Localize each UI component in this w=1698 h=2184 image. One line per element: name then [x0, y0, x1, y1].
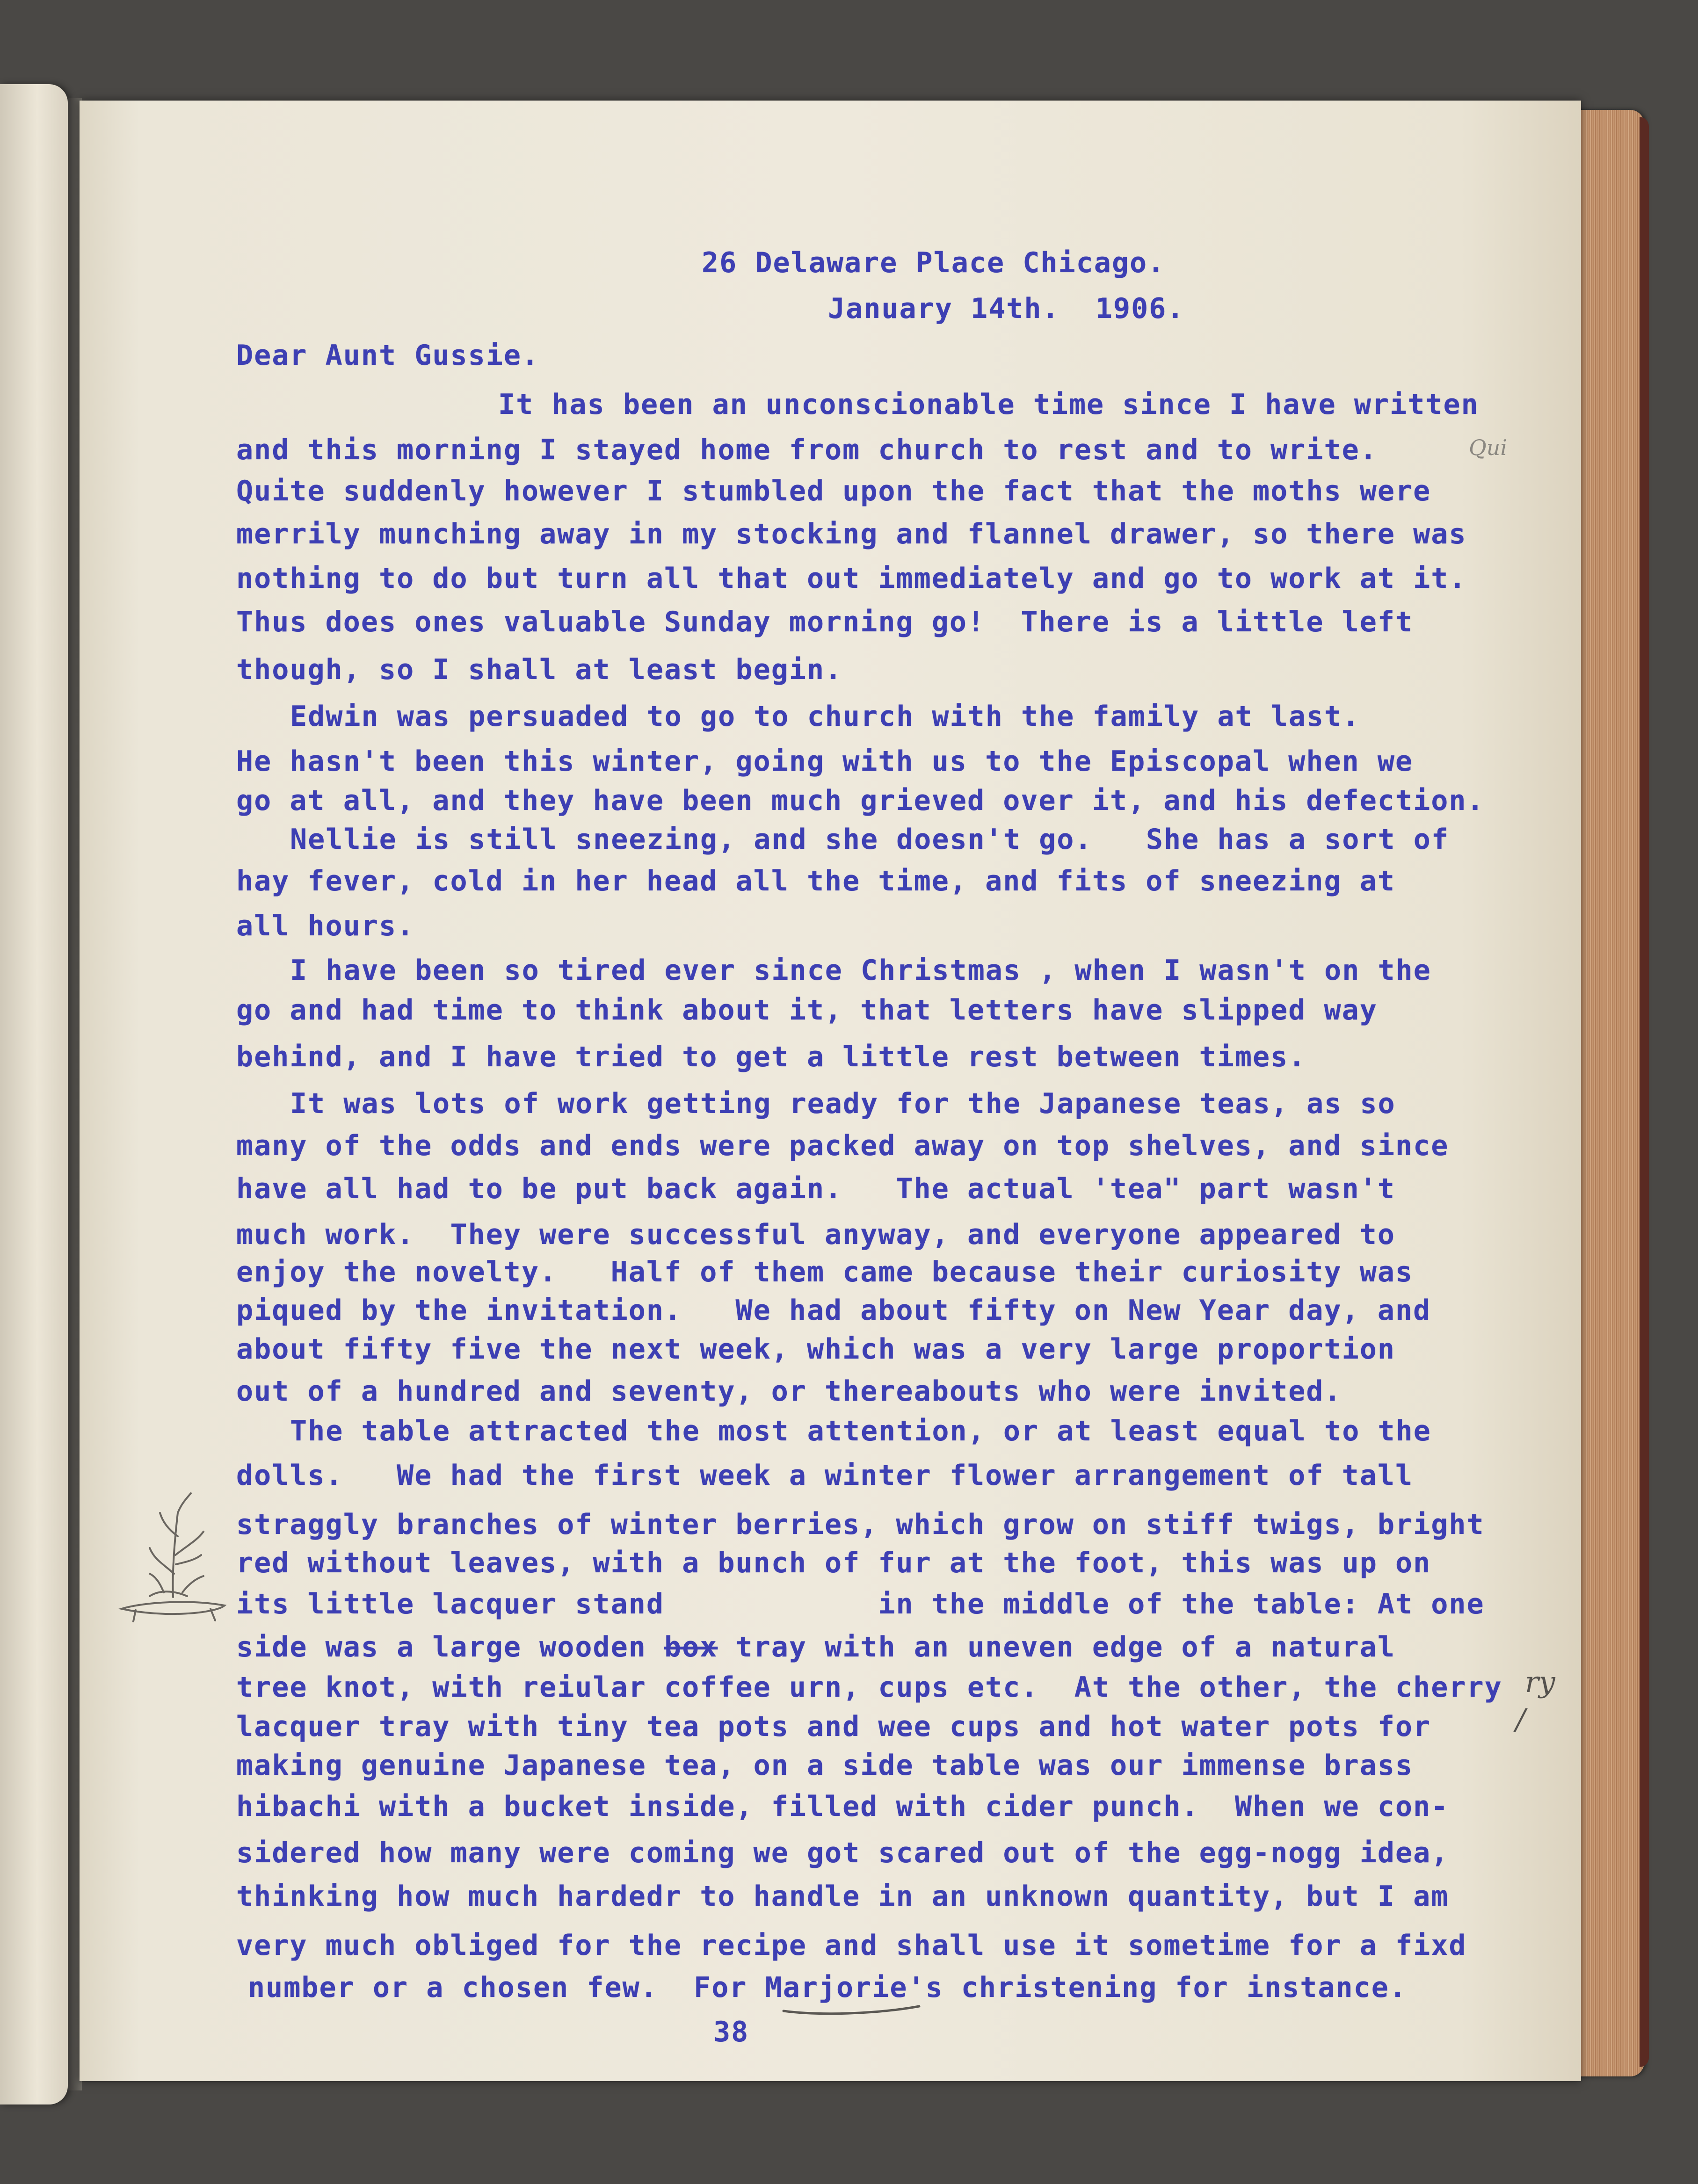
letter-line: [236, 1633, 1395, 1661]
letter-line: lacquer tray with tiny tea pots and wee cups and hot water pots for: [236, 1710, 1431, 1743]
letter-line: I have been so tired ever since Christmas , when I wasn't on the: [290, 954, 1431, 987]
margin-annotation: ry: [1525, 1665, 1555, 1699]
letter-line: piqued by the invitation. We had about fifty on New Year day, and: [236, 1294, 1431, 1327]
letter-line-end: tray with an uneven edge of a natural: [718, 1631, 1396, 1663]
letter-line: making genuine Japanese tea, on a side table was our immense brass: [236, 1749, 1414, 1782]
letter-line: He hasn't been this winter, going with us to the Episcopal when we: [236, 745, 1414, 778]
letter-line: It was lots of work getting ready for the Japanese teas, as so: [290, 1087, 1396, 1120]
letter-line: Edwin was persuaded to go to church with the family at last.: [290, 700, 1360, 733]
letter-line: out of a hundred and seventy, or thereabouts who were invited.: [236, 1375, 1342, 1408]
letter-line: many of the odds and ends were packed away on top shelves, and since: [236, 1129, 1449, 1162]
letter-line: number or a chosen few. For Marjorie's christening for instance.: [248, 1971, 1407, 2004]
letter-line: much work. They were successful anyway, and everyone appeared to: [236, 1218, 1395, 1251]
letter-line: its little lacquer stand in the middle of the table: At one: [236, 1588, 1485, 1620]
letter-line: very much obliged for the recipe and shall use it sometime for a fixd: [236, 1929, 1467, 1962]
letter-line: have all had to be put back again. The actual 'tea" part wasn't: [236, 1172, 1395, 1205]
letter-line: enjoy the novelty. Half of them came because their curiosity was: [236, 1256, 1414, 1288]
pencil-underline: [781, 1999, 922, 2018]
letter-line: behind, and I have tried to get a little rest between times.: [236, 1041, 1306, 1073]
address-line: 26 Delaware Place Chicago.: [702, 246, 1166, 279]
letter-line: hibachi with a bucket inside, filled with cider punch. When we con-: [236, 1790, 1449, 1823]
letter-line: merrily munching away in my stocking and flannel drawer, so there was: [236, 518, 1467, 550]
letter-line: Thus does ones valuable Sunday morning go! There is a little left: [236, 606, 1414, 638]
letter-line: and this morning I stayed home from church to rest and to write.: [236, 434, 1378, 466]
letter-line: about fifty five the next week, which was a very large proportion: [236, 1333, 1395, 1366]
letter-line: It has been an unconscionable time since I have written: [498, 388, 1479, 421]
letter-line: go at all, and they have been much grieved over it, and his defection.: [236, 784, 1485, 817]
branch-sketch-icon: [108, 1485, 239, 1625]
letter-line: thinking how much hardedr to handle in an unknown quantity, but I am: [236, 1880, 1449, 1913]
letter-line: straggly branches of winter berries, which grow on stiff twigs, bright: [236, 1508, 1485, 1541]
letter-line-start: side was a large wooden: [236, 1631, 646, 1663]
letter-line: nothing to do but turn all that out immediately and go to work at it.: [236, 562, 1467, 595]
letter-line: though, so I shall at least begin.: [236, 653, 843, 686]
letter-line: The table attracted the most attention, or at least equal to the: [290, 1415, 1431, 1447]
left-page-edge: [0, 84, 68, 2104]
margin-annotation: Qui: [1469, 435, 1508, 460]
letter-line: sidered how many were coming we got scared out of the egg-nogg idea,: [236, 1837, 1449, 1869]
date-line: January 14th. 1906.: [828, 292, 1185, 325]
letter-line: all hours.: [236, 910, 415, 942]
letter-line: hay fever, cold in her head all the time, and fits of sneezing at: [236, 865, 1395, 897]
struck-word: box: [664, 1631, 718, 1663]
page-number: 38: [713, 2016, 749, 2048]
letter-line: Quite suddenly however I stumbled upon the fact that the moths were: [236, 475, 1431, 507]
salutation: Dear Aunt Gussie.: [236, 339, 540, 372]
page-stack-edge: [1574, 110, 1644, 2076]
letter-line: Nellie is still sneezing, and she doesn't go. She has a sort of: [290, 823, 1449, 856]
letter-line: go and had time to think about it, that letters have slipped way: [236, 994, 1378, 1027]
book-cover-edge: [1640, 117, 1649, 2067]
margin-annotation: /: [1516, 1702, 1525, 1736]
letter-line: red without leaves, with a bunch of fur at the foot, this was up on: [236, 1547, 1431, 1579]
letter-line: dolls. We had the first week a winter flower arrangement of tall: [236, 1459, 1414, 1492]
letter-line: tree knot, with reiular coffee urn, cups etc. At the other, the cherry: [236, 1671, 1502, 1704]
